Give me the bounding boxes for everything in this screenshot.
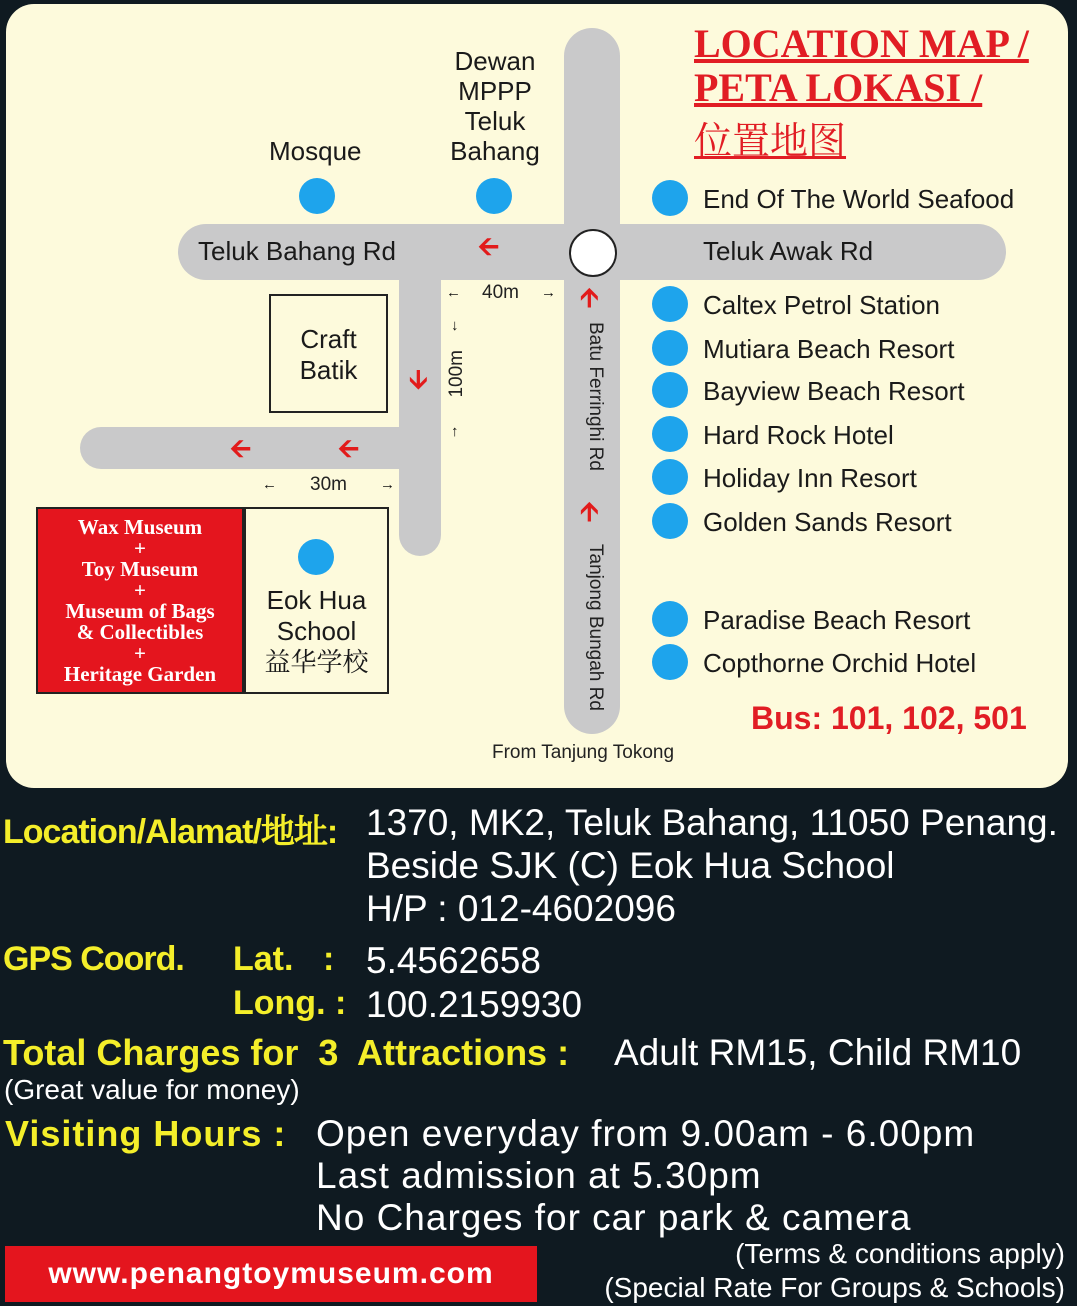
eok-hua-school-box [244,507,389,694]
website-link[interactable]: www.penangtoymuseum.com [5,1246,537,1302]
school-line-1: Eok Hua [266,585,367,615]
charges-label: Total Charges for 3 Attractions : [3,1032,570,1073]
poi-marker-8 [652,601,688,637]
lat-colon: : [323,940,335,978]
museum-line-5: Museum of Bags [65,599,215,623]
school-line-2: School [276,616,357,646]
arrow-left-icon: 🡨 [478,231,500,261]
dimension-arrow-right-icon: → [380,476,395,493]
distance-30m: 30m [310,474,347,495]
location-map [6,4,1068,788]
address-line-2: Beside SJK (C) Eok Hua School [366,845,895,886]
location-label: Location/Alamat/地址: [3,813,338,851]
poi-marker-9 [652,644,688,680]
label-teluk-awak-rd: Teluk Awak Rd [703,236,874,266]
arrow-down-icon: 🡫 [409,364,428,394]
dewan-line-1: Dewan [454,46,536,76]
phone-number: H/P : 012-4602096 [366,888,676,929]
craft-batik-line-2: Batik [299,355,358,385]
lat-label: Lat. [233,940,294,978]
charges-value: Adult RM15, Child RM10 [614,1032,1022,1073]
distance-100m: 100m [446,350,467,398]
terms-note: (Terms & conditions apply) [735,1238,1065,1269]
arrow-up-icon: 🡩 [580,282,599,312]
dimension-arrow-down-icon: ↓ [451,317,459,334]
hours-label: Visiting Hours : [5,1113,287,1154]
label-batu-ferringhi-rd: Batu Ferringhi Rd [585,322,606,471]
dimension-arrow-left-icon: ← [446,284,461,301]
label-dewan-mppp [436,46,554,166]
dewan-line-3: Teluk [464,106,526,136]
road-side-street [399,254,441,556]
map-title-ms: PETA LOKASI / [694,65,983,110]
museum-line-7: + [134,641,146,665]
lat-value: 5.4562658 [366,940,541,981]
craft-batik-line-1: Craft [300,324,357,354]
school-line-3: 益华学校 [264,647,369,677]
poi-label-paradise: Paradise Beach Resort [703,605,971,635]
poi-marker-6 [652,459,688,495]
museum-attractions-box [36,507,244,694]
dewan-line-2: MPPP [458,76,532,106]
value-note: (Great value for money) [4,1074,300,1105]
hours-line-1: Open everyday from 9.00am - 6.00pm [316,1113,976,1154]
poi-label-hard-rock: Hard Rock Hotel [703,420,894,450]
long-value: 100.2159930 [366,984,583,1025]
museum-line-8: Heritage Garden [63,662,217,686]
arrow-left-icon: 🡨 [230,433,252,463]
poi-marker-7 [652,503,688,539]
label-from-tanjung-tokong: From Tanjung Tokong [492,742,675,763]
address-line-1: 1370, MK2, Teluk Bahang, 11050 Penang. [366,802,1058,843]
dewan-line-4: Bahang [450,136,540,166]
bus-routes: Bus: 101, 102, 501 [751,700,1027,736]
museum-line-2: + [134,536,146,560]
hours-line-3: No Charges for car park & camera [316,1197,912,1238]
museum-line-6: & Collectibles [76,620,204,644]
hours-line-2: Last admission at 5.30pm [316,1155,762,1196]
distance-40m: 40m [482,282,519,303]
label-tanjong-bungah-rd: Tanjong Bungah Rd [585,544,606,711]
poi-marker-1 [652,180,688,216]
label-mosque: Mosque [269,136,362,166]
museum-line-3: Toy Museum [81,557,199,581]
craft-batik-box [269,294,388,413]
gps-label: GPS Coord. [3,940,184,978]
long-label: Long. : [233,984,347,1022]
arrow-left-icon: 🡨 [338,433,360,463]
dimension-arrow-up-icon: ↑ [451,423,459,440]
poi-school-marker [298,539,334,575]
poi-label-mutiara: Mutiara Beach Resort [703,334,955,364]
dimension-arrow-right-icon: → [541,284,556,301]
junction-marker [569,229,617,277]
poi-label-end-of-the-world: End Of The World Seafood [703,184,1015,214]
poi-marker-4 [652,372,688,408]
road-museum-lane [80,427,440,469]
poi-marker-3 [652,330,688,366]
poi-marker-2 [652,286,688,322]
poi-label-caltex: Caltex Petrol Station [703,290,941,320]
map-title-en: LOCATION MAP / [694,21,1029,66]
poi-label-bayview: Bayview Beach Resort [703,376,965,406]
poi-mosque-marker [299,178,335,214]
poi-label-holiday-inn: Holiday Inn Resort [703,463,917,493]
special-rate-note: (Special Rate For Groups & Schools) [604,1272,1065,1303]
dimension-arrow-left-icon: ← [262,476,277,493]
poi-marker-5 [652,416,688,452]
museum-line-1: Wax Museum [77,515,203,539]
poi-label-copthorne: Copthorne Orchid Hotel [703,648,977,678]
map-title-zh: 位置地图 [694,121,847,163]
poi-label-golden-sands: Golden Sands Resort [703,507,952,537]
arrow-up-icon: 🡩 [580,496,599,526]
poi-dewan-marker [476,178,512,214]
label-teluk-bahang-rd: Teluk Bahang Rd [198,236,397,266]
museum-line-4: + [134,578,146,602]
